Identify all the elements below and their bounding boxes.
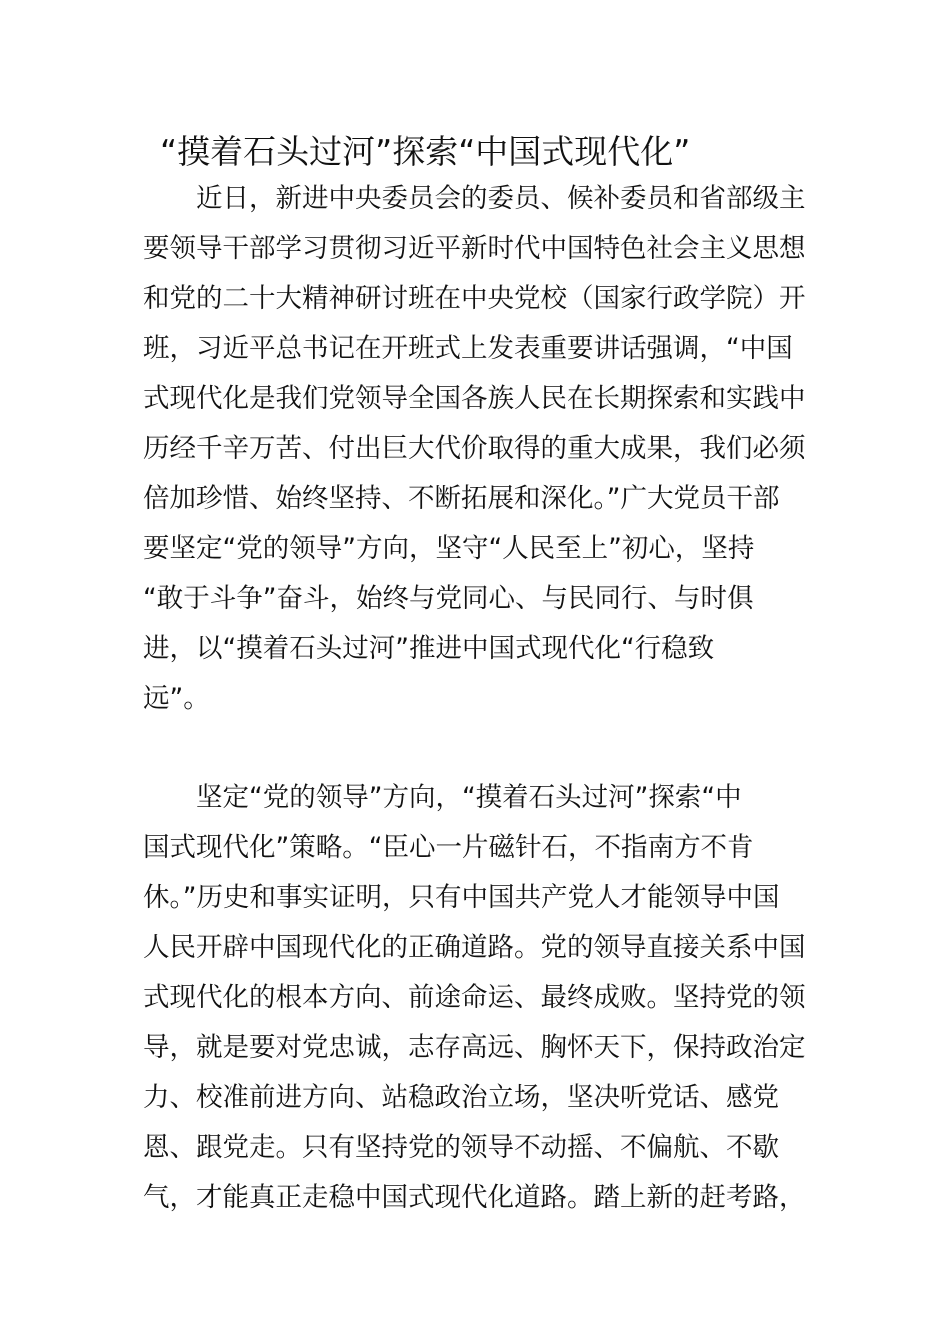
paragraph-line: 和党的二十大精神研讨班在中央党校（国家行政学院）开 [143,283,806,314]
document-title: “摸着石头过河”探索“中国式现代化” [160,132,691,171]
paragraph-line: 气，才能真正走稳中国式现代化道路。踏上新的赶考路， [143,1182,806,1213]
paragraph-line: 式现代化的根本方向、前途命运、最终成败。坚持党的领 [143,982,806,1013]
paragraph-line: 要领导干部学习贯彻习近平新时代中国特色社会主义思想 [143,233,806,264]
paragraph-line: 导，就是要对党忠诚，志存高远、胸怀天下，保持政治定 [143,1032,806,1063]
paragraph-line: 人民开辟中国现代化的正确道路。党的领导直接关系中国 [143,932,806,963]
paragraph-line: 远”。 [143,683,210,714]
paragraph-line: 坚定“党的领导”方向，“摸着石头过河”探索“中 [143,782,742,813]
paragraph-line: 要坚定“党的领导”方向，坚守“人民至上”初心，坚持 [143,533,755,564]
paragraph-line: “敢于斗争”奋斗，始终与党同心、与民同行、与时俱 [143,583,754,614]
paragraph-line: 力、校准前进方向、站稳政治立场，坚决听党话、感党 [143,1082,779,1113]
paragraph-line: 近日，新进中央委员会的委员、候补委员和省部级主 [143,183,806,214]
paragraph-line: 历经千辛万苦、付出巨大代价取得的重大成果，我们必须 [143,433,806,464]
paragraph-line: 恩、跟党走。只有坚持党的领导不动摇、不偏航、不歇 [143,1132,779,1163]
paragraph-line: 进，以“摸着石头过河”推进中国式现代化“行稳致 [143,633,715,664]
paragraph-line: 式现代化是我们党领导全国各族人民在长期探索和实践中 [143,383,806,414]
paragraph-line: 国式现代化”策略。“臣心一片磁针石，不指南方不肯 [143,832,754,863]
paragraph-line: 班，习近平总书记在开班式上发表重要讲话强调，“中国 [143,333,793,364]
paragraph-line: 休。”历史和事实证明，只有中国共产党人才能领导中国 [143,882,780,913]
paragraph-line: 倍加珍惜、始终坚持、不断拓展和深化。”广大党员干部 [143,483,780,514]
paragraph-2 [143,773,815,1223]
paragraph-1 [143,174,815,724]
